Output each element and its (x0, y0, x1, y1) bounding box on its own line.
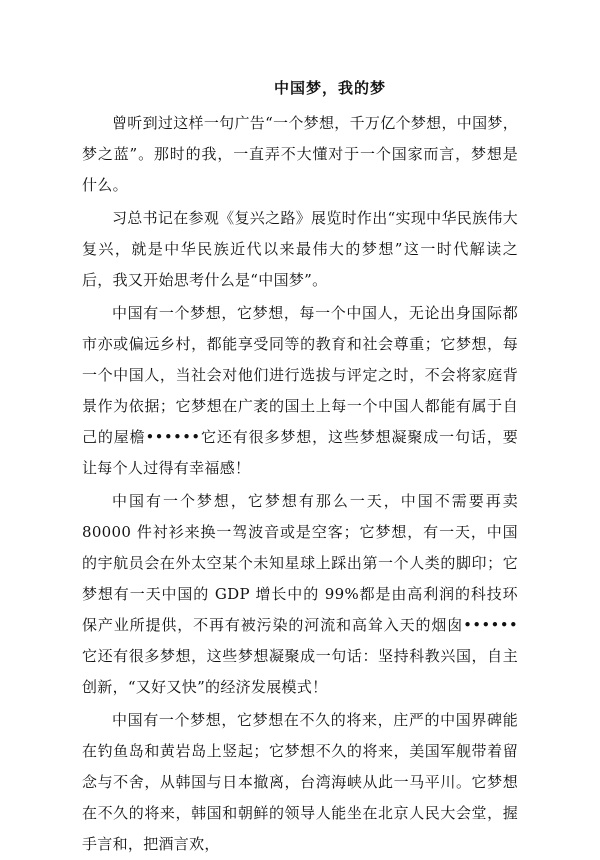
paragraph-sovereignty-dream: 中国有一个梦想，它梦想在不久的将来，庄严的中国界碑能在钓鱼岛和黄岩岛上竖起；它梦想不久的将来，美国军舰带着留念与不舍，从韩国与日本撤离，台湾海峡从此一马平川。它梦想在不久的将来，韩国和朝鲜的领导人能坐在北京人民大会堂，握手言和，把酒言欢， (82, 711, 518, 853)
paragraph-economy-dream: 中国有一个梦想，它梦想有那么一天，中国不需要再卖 80000 件衬衫来换一驾波音或是空客；它梦想，有一天，中国的宇航员会在外太空某个未知星球上踩出第一个人类的脚印；它梦想有一天中国的 GDP 增长中的 99%都是由高利润的科技环保产业所提供，不再有被污染的河流和高耸入天的烟囱••••••它还有很多梦想，这些梦想凝聚成一句话：坚持科教兴国，自主创新，“又好又快”的经济发展模式！ (82, 492, 518, 696)
paragraph-advertisement: 曾听到过这样一句广告“一个梦想，千万亿个梦想，中国梦，梦之蓝”。那时的我，一直弄不大懂对于一个国家而言，梦想是什么。 (82, 114, 518, 194)
document-title: 中国梦，我的梦 (273, 79, 386, 97)
paragraph-revival-road: 习总书记在参观《复兴之路》展览时作出“实现中华民族伟大复兴，就是中华民族近代以来最伟大的梦想”这一时代解读之后，我又开始思考什么是“中国梦”。 (82, 209, 518, 289)
paragraph-equality-dream: 中国有一个梦想，它梦想，每一个中国人，无论出身国际都市亦或偏远乡村，都能享受同等的教育和社会尊重；它梦想，每一个中国人，当社会对他们进行选拔与评定之时，不会将家庭背景作为依据；它梦想在广袤的国土上每一个中国人都能有属于自己的屋檐••••••它还有很多梦想，这些梦想凝聚成一句话，要让每个人过得有幸福感！ (82, 304, 518, 477)
